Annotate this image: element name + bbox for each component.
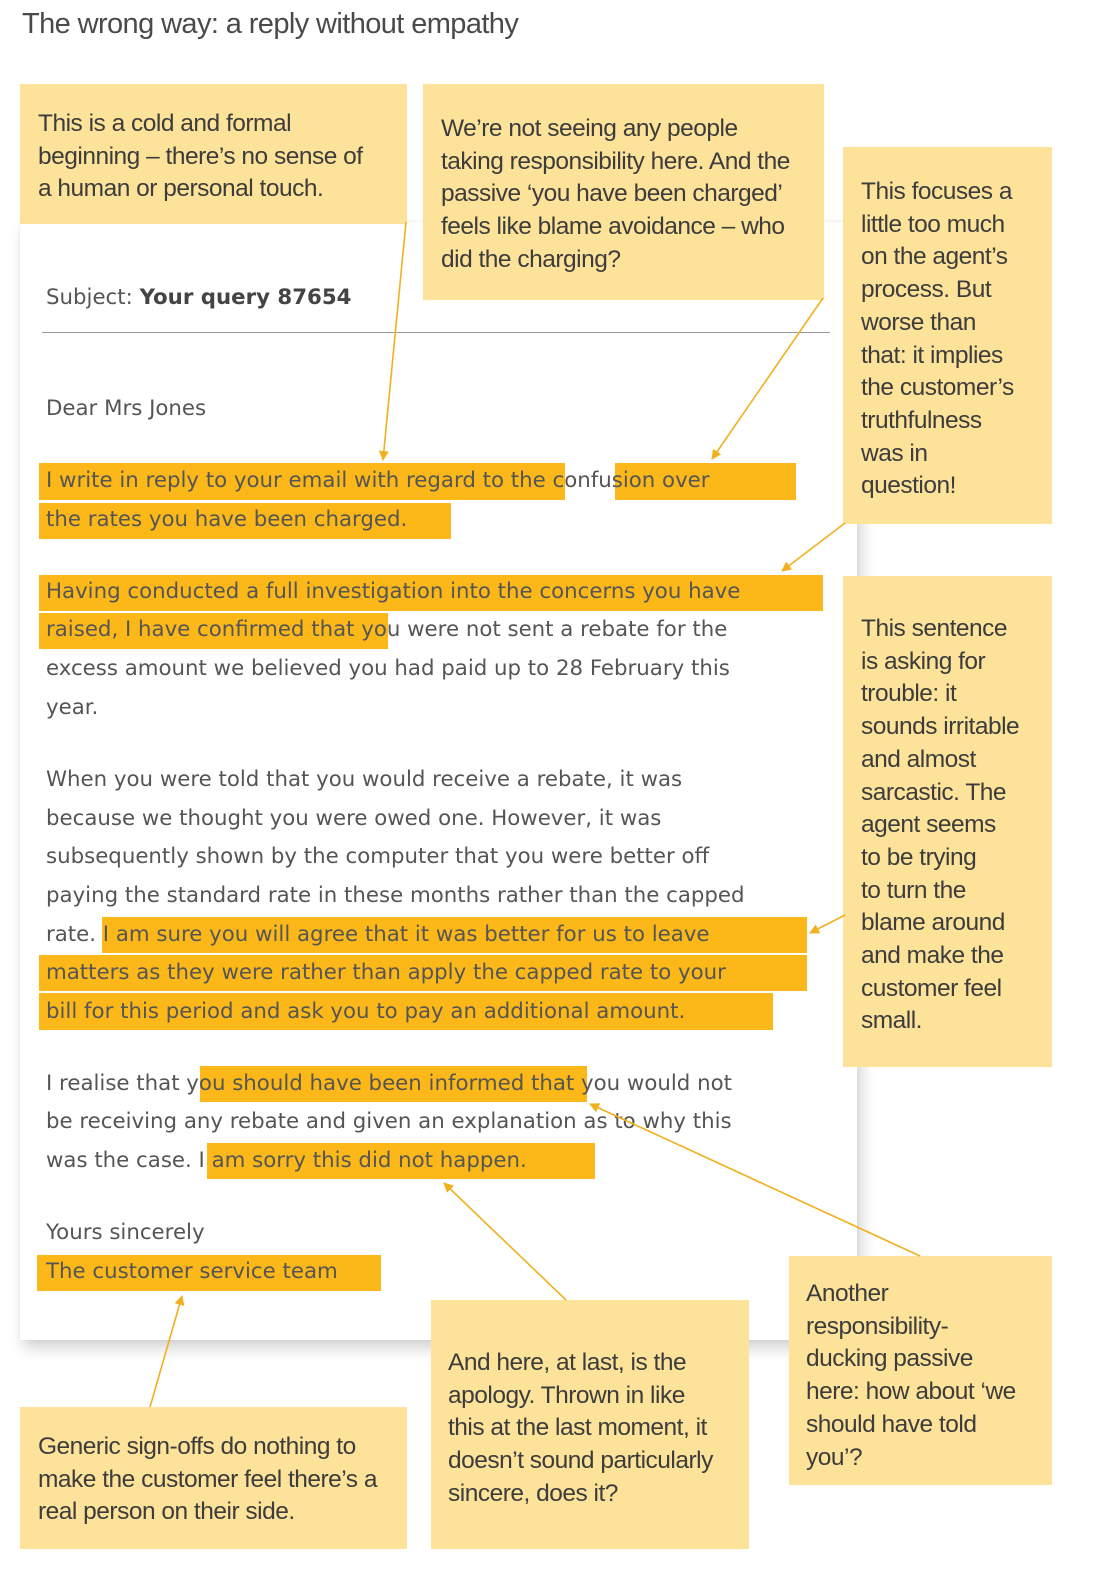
note-line: sarcastic. The	[861, 778, 1007, 806]
letter-line: be receiving any rebate and given an explanation as to why this	[46, 1109, 732, 1134]
note-line: real person on their side.	[38, 1498, 295, 1526]
note-line: should have told	[806, 1410, 977, 1438]
note-no-responsibility	[423, 84, 824, 300]
note-line: process. But	[861, 276, 992, 304]
letter-line: I realise that you should have been informed that you would not	[46, 1071, 732, 1096]
note-line: feels like blame avoidance – who	[441, 213, 785, 241]
note-agent-process	[843, 147, 1052, 524]
note-line: passive ‘you have been charged’	[441, 180, 783, 208]
note-cold-beginning	[20, 84, 407, 224]
note-line: taking responsibility here. And the	[441, 147, 790, 175]
note-line: on the agent’s	[861, 243, 1008, 271]
letter-line: Having conducted a full investigation into the concerns you have	[46, 579, 741, 604]
note-asking-for-trouble	[843, 576, 1052, 1067]
note-line: little too much	[861, 210, 1005, 238]
letter-line: year.	[46, 695, 99, 720]
letter-line: the rates you have been charged.	[46, 507, 408, 532]
letter-line: was the case. I am sorry this did not happen.	[46, 1148, 527, 1173]
letter-line: excess amount we believed you had paid up to 28 February this	[46, 656, 730, 681]
letter-line: I write in reply to your email with regard to the confusion over	[46, 468, 710, 493]
note-line: small.	[861, 1007, 922, 1035]
note-line: is asking for	[861, 647, 986, 675]
letter-line: rate. I am sure you will agree that it was better for us to leave	[46, 922, 710, 947]
note-line: trouble: it	[861, 680, 957, 708]
note-line: ducking passive	[806, 1345, 973, 1373]
note-line: customer feel	[861, 974, 1002, 1002]
letter-line: subsequently shown by the computer that you were better off	[46, 844, 710, 869]
note-line: and make the	[861, 942, 1004, 970]
note-line: This sentence	[861, 615, 1008, 642]
email-closing: Yours sincerely	[46, 1220, 205, 1245]
note-line: a human or personal touch.	[38, 175, 324, 203]
note-line: apology. Thrown in like	[448, 1381, 685, 1409]
note-line: Another	[806, 1280, 889, 1307]
letter-line: because we thought you were owed one. However, it was	[46, 806, 662, 831]
email-subject	[46, 284, 352, 312]
note-line: This focuses a	[861, 178, 1012, 205]
letter-line: paying the standard rate in these months rather than the capped	[46, 883, 745, 908]
note-line: you’?	[806, 1443, 863, 1471]
subject-value: Your query 87654	[139, 285, 352, 310]
note-line: did the charging?	[441, 245, 621, 273]
note-line: question!	[861, 472, 956, 500]
note-line: to be trying	[861, 843, 977, 871]
note-line: And here, at last, is the	[448, 1349, 687, 1376]
note-line: beginning – there’s no sense of	[38, 142, 363, 170]
note-line: responsibility-	[806, 1312, 949, 1340]
email-signoff: The customer service team	[46, 1259, 338, 1284]
email-greeting: Dear Mrs Jones	[46, 396, 207, 421]
note-line: that: it implies	[861, 341, 1003, 369]
letter-line: bill for this period and ask you to pay an additional amount.	[46, 999, 686, 1024]
note-line: worse than	[861, 308, 976, 336]
note-line: agent seems	[861, 811, 996, 839]
note-line: this at the last moment, it	[448, 1414, 707, 1442]
letter-line: raised, I have confirmed that you were not sent a rebate for the	[46, 617, 728, 642]
note-line: the customer’s	[861, 374, 1014, 402]
note-line: to turn the	[861, 876, 966, 904]
note-line: truthfulness	[861, 406, 982, 434]
page-title: The wrong way: a reply without empathy	[22, 8, 519, 40]
note-line: sounds irritable	[861, 713, 1020, 741]
note-line: make the customer feel there’s a	[38, 1465, 377, 1493]
note-generic-signoff	[20, 1407, 407, 1549]
subject-label: Subject:	[46, 285, 133, 310]
note-line: This is a cold and formal	[38, 110, 292, 137]
note-line: doesn’t sound particularly	[448, 1447, 713, 1475]
note-apology	[431, 1300, 749, 1549]
note-line: and almost	[861, 745, 976, 773]
letter-line: matters as they were rather than apply the capped rate to your	[46, 960, 726, 985]
note-line: here: how about ‘we	[806, 1378, 1016, 1406]
letter-line: When you were told that you would receive a rebate, it was	[46, 767, 683, 792]
subject-divider	[42, 332, 830, 333]
note-line: sincere, does it?	[448, 1479, 618, 1507]
note-line: blame around	[861, 909, 1005, 937]
note-line: We’re not seeing any people	[441, 115, 738, 142]
note-line: was in	[861, 439, 928, 467]
note-line: Generic sign-offs do nothing to	[38, 1433, 356, 1460]
note-passive-ducking	[789, 1256, 1052, 1485]
